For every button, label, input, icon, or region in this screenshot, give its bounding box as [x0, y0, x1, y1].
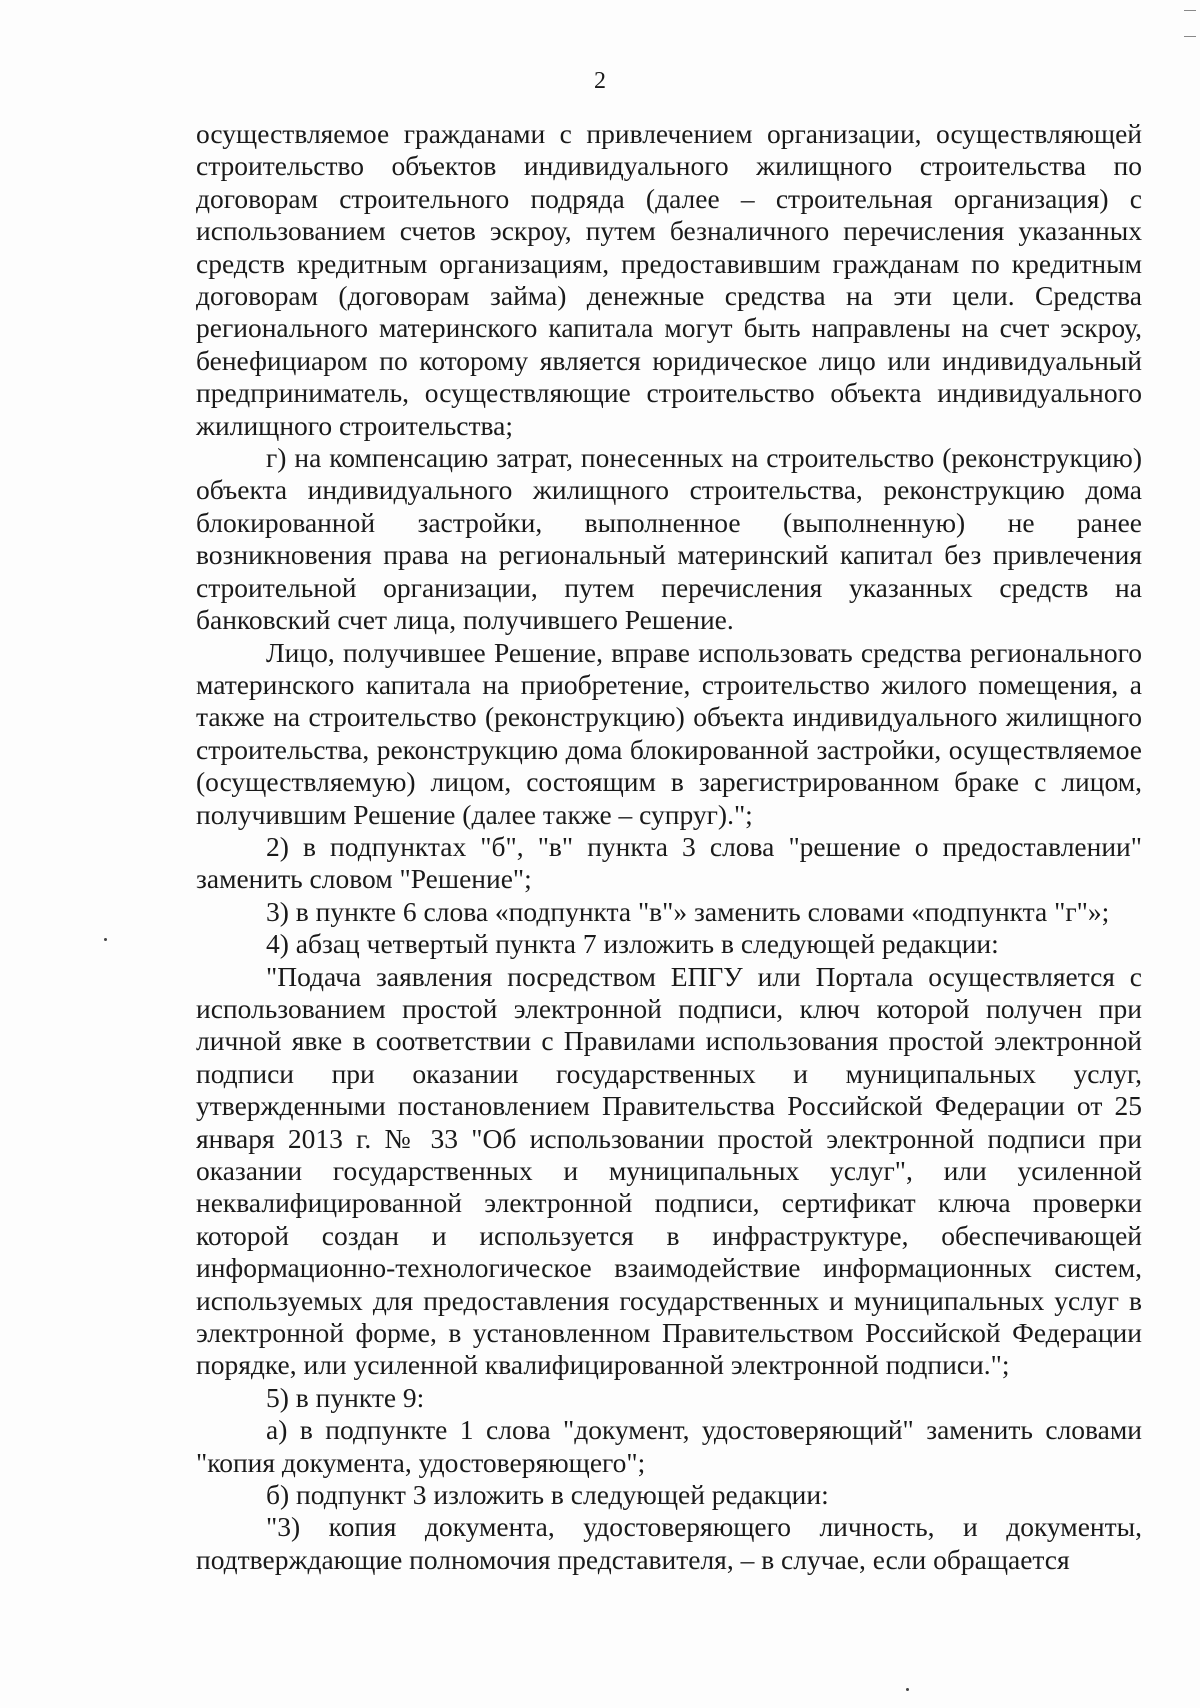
scan-speck: [104, 938, 107, 941]
paragraph-item-5b: б) подпункт 3 изложить в следующей редакции:: [266, 1479, 829, 1511]
document-body: [196, 118, 1142, 1576]
scan-edge-mark: [1184, 10, 1196, 11]
page-number: 2: [594, 68, 606, 94]
scan-edge-mark: [1184, 36, 1196, 37]
paragraph-item-5a: а) в подпункте 1 слова "документ, удостоверяющий" заменить словами "копия документа, удостоверяющего";: [196, 1414, 1142, 1478]
paragraph-item-5: 5) в пункте 9:: [266, 1381, 425, 1413]
paragraph-spouse-clause: Лицо, получившее Решение, вправе использовать средства регионального материнского капитала на приобретение, строительство жилого помещения, а также на строительство (реконструкцию) объекта индивидуального жилищного строительства, реконструкцию дома блокированной застройки, осуществляемое (осуществляемую) лицом, состоящим в зарегистрированном браке с лицом, получившим Решение (далее также – супруг).";: [196, 636, 1142, 830]
paragraph-subitem-g: г) на компенсацию затрат, понесенных на строительство (реконструкцию) объекта индивидуального жилищного строительства, реконструкцию дома блокированной застройки, выполненное (выполненную) не ранее возникновения права на региональный материнский капитал без привлечения строительной организации, путем перечисления указанных средств на банковский счет лица, получившего Решение.: [196, 442, 1142, 636]
scan-speck: [906, 1688, 909, 1691]
paragraph-subitem-3: "3) копия документа, удостоверяющего личность, и документы, подтверждающие полномочия представителя, – в случае, если обращается: [196, 1511, 1142, 1575]
paragraph-item-2: 2) в подпунктах "б", "в" пункта 3 слова "решение о предоставлении" заменить словом "Решение";: [196, 830, 1142, 895]
paragraph-item-4: 4) абзац четвертый пункта 7 изложить в следующей редакции:: [266, 928, 999, 960]
paragraph-continuation: осуществляемое гражданами с привлечением организации, осуществляющей строительство объектов индивидуального жилищного строительства по договорам строительного подряда (далее – строительная организация) с использованием счетов эскроу, путем безналичного перечисления указанных средств кредитным организациям, предоставившим гражданам по кредитным договорам (договорам займа) денежные средства на эти цели. Средства регионального материнского капитала могут быть направлены на счет эскроу, бенефициаром по которому является юридическое лицо или индивидуальный предприниматель, осуществляющие строительство объекта индивидуального жилищного строительства;: [196, 118, 1142, 441]
paragraph-item-4-text: "Подача заявления посредством ЕПГУ или Портала осуществляется с использованием простой электронной подписи, ключ которой получен при личной явке в соответствии с Правилами использования простой электронной подписи при оказании государственных и муниципальных услуг, утвержденными постановлением Правительства Российской Федерации от 25 января 2013 г. № 33 "Об использовании простой электронной подписи при оказании государственных и муниципальных услуг", или усиленной неквалифицированной электронной подписи, сертификат ключа проверки которой создан и используется в инфраструктуре, обеспечивающей информационно-технологическое взаимодействие информационных систем, используемых для предоставления государственных и муниципальных услуг в электронной форме, в установленном Правительством Российской Федерации порядке, или усиленной квалифицированной электронной подписи.";: [196, 960, 1142, 1381]
paragraph-item-3: 3) в пункте 6 слова «подпункта "в"» заменить словами «подпункта "г"»;: [266, 895, 1110, 927]
